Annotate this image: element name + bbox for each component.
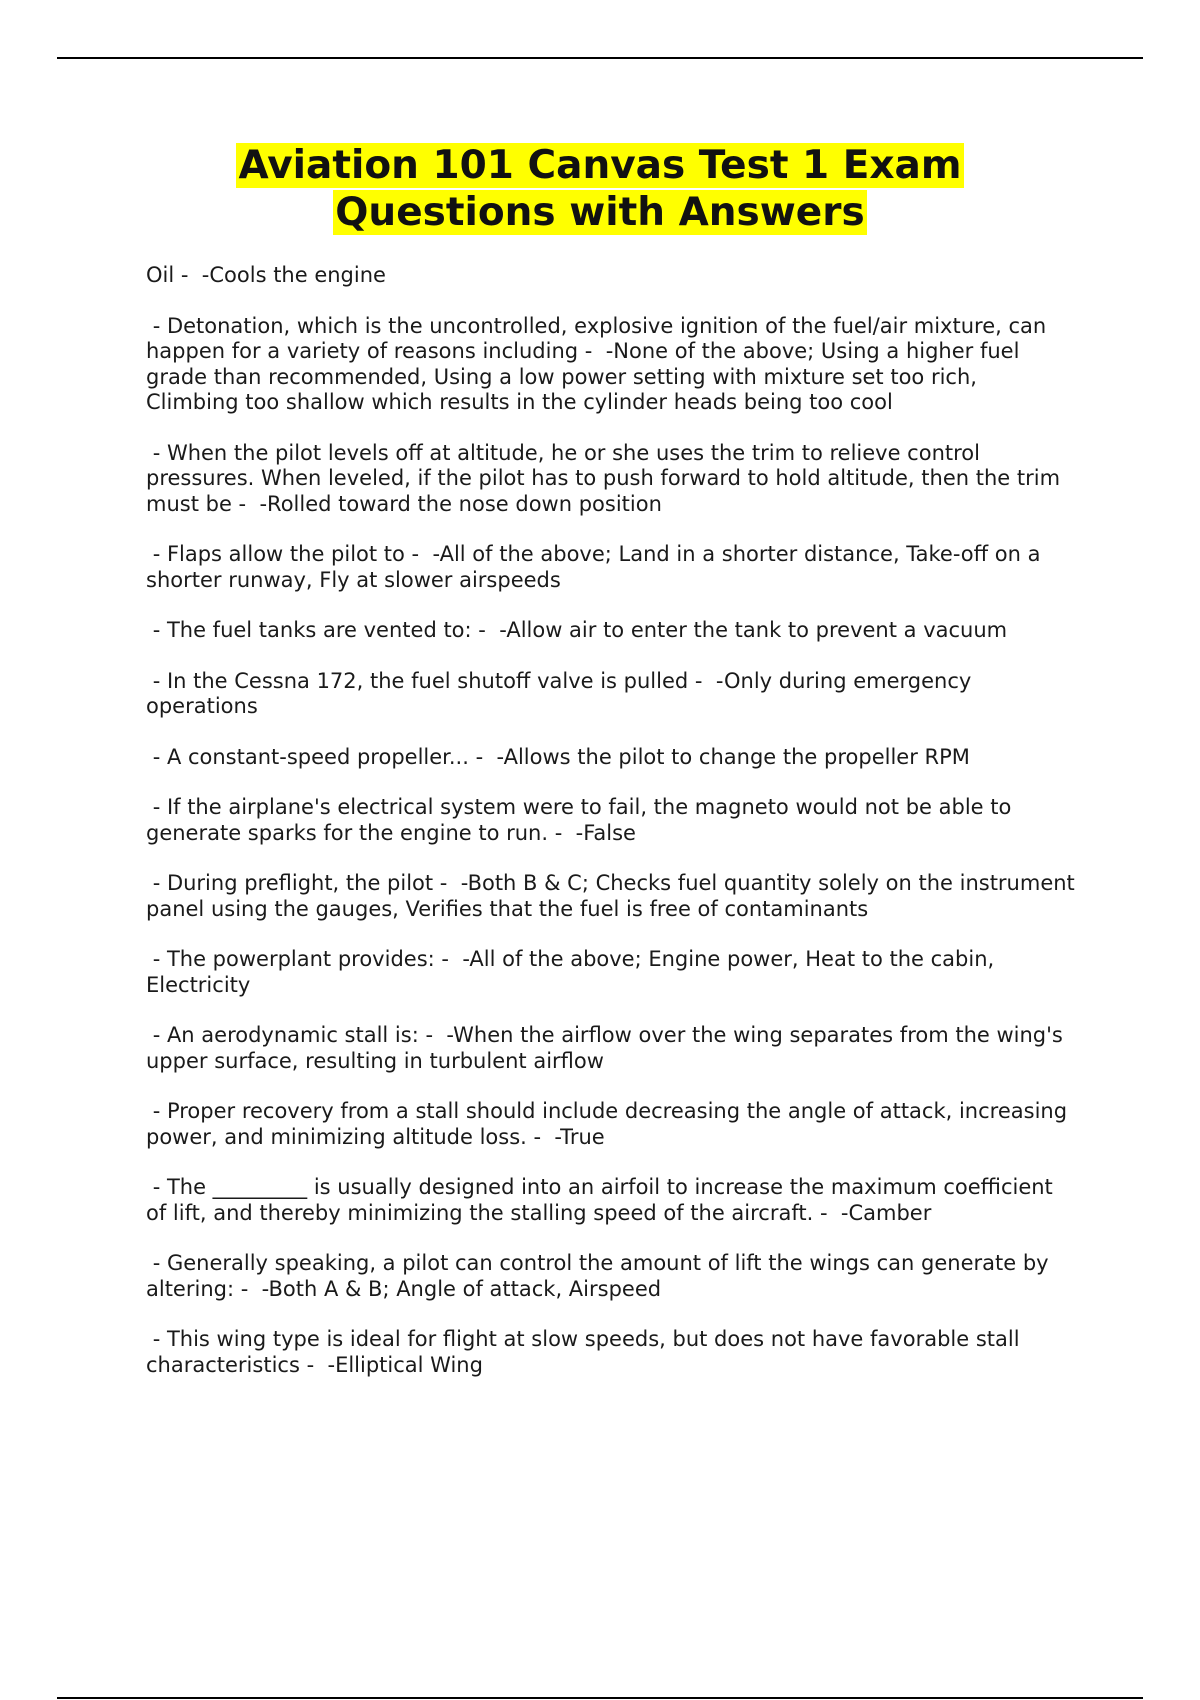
document-title	[0, 142, 1200, 236]
qa-item: - Generally speaking, a pilot can control the amount of lift the wings can generate by altering: - -Both A & B; Angle of attack, Airspeed	[146, 1251, 1056, 1301]
title-line-1: Aviation 101 Canvas Test 1 Exam	[238, 143, 962, 188]
qa-item: - A constant-speed propeller... - -Allows the pilot to change the propeller RPM	[146, 744, 970, 769]
qa-item: - The powerplant provides: - -All of the above; Engine power, Heat to the cabin, Electricity	[146, 947, 1001, 997]
qa-item: - The _________ is usually designed into an airfoil to increase the maximum coefficient of lift, and thereby minimizing the stalling speed of the aircraft. - -Camber	[146, 1175, 1060, 1225]
qa-item: - Proper recovery from a stall should include decreasing the angle of attack, increasing power, and minimizing altitude loss. - -True	[146, 1099, 1074, 1149]
qa-item: - In the Cessna 172, the fuel shutoff valve is pulled - -Only during emergency operations	[146, 668, 978, 718]
qa-item: - An aerodynamic stall is: - -When the airflow over the wing separates from the wing's upper surface, resulting in turbulent airflow	[146, 1023, 1070, 1073]
qa-item: - The fuel tanks are vented to: - -Allow air to enter the tank to prevent a vacuum	[146, 618, 1008, 642]
question-answer-list	[146, 263, 1082, 1403]
qa-item: - During preflight, the pilot - -Both B & C; Checks fuel quantity solely on the instrument panel using the gauges, Verifies that the fuel is free of contaminants	[146, 871, 1082, 921]
qa-item: - Flaps allow the pilot to - -All of the above; Land in a shorter distance, Take-off on a shorter runway, Fly at slower airspeeds	[146, 542, 1048, 592]
top-rule	[57, 57, 1143, 59]
title-line-2: Questions with Answers	[335, 190, 865, 235]
bottom-rule	[57, 1697, 1143, 1699]
qa-item: - This wing type is ideal for flight at slow speeds, but does not have favorable stall characteristics - -Elliptical Wing	[146, 1327, 1027, 1377]
qa-item: Oil - -Cools the engine	[146, 263, 386, 287]
qa-item: - If the airplane's electrical system were to fail, the magneto would not be able to generate sparks for the engine to run. - -False	[146, 795, 1019, 845]
qa-item: - Detonation, which is the uncontrolled, explosive ignition of the fuel/air mixture, can happen for a variety of reasons including - -None of the above; Using a higher fuel grade than recommended, Using a low power setting with mixture set too rich, Climbing too shallow which results in the cylinder heads being too cool	[146, 313, 1053, 414]
qa-item: - When the pilot levels off at altitude, he or she uses the trim to relieve control pressures. When leveled, if the pilot has to push forward to hold altitude, then the trim must be - -Rolled toward the nose down position	[146, 440, 1067, 516]
